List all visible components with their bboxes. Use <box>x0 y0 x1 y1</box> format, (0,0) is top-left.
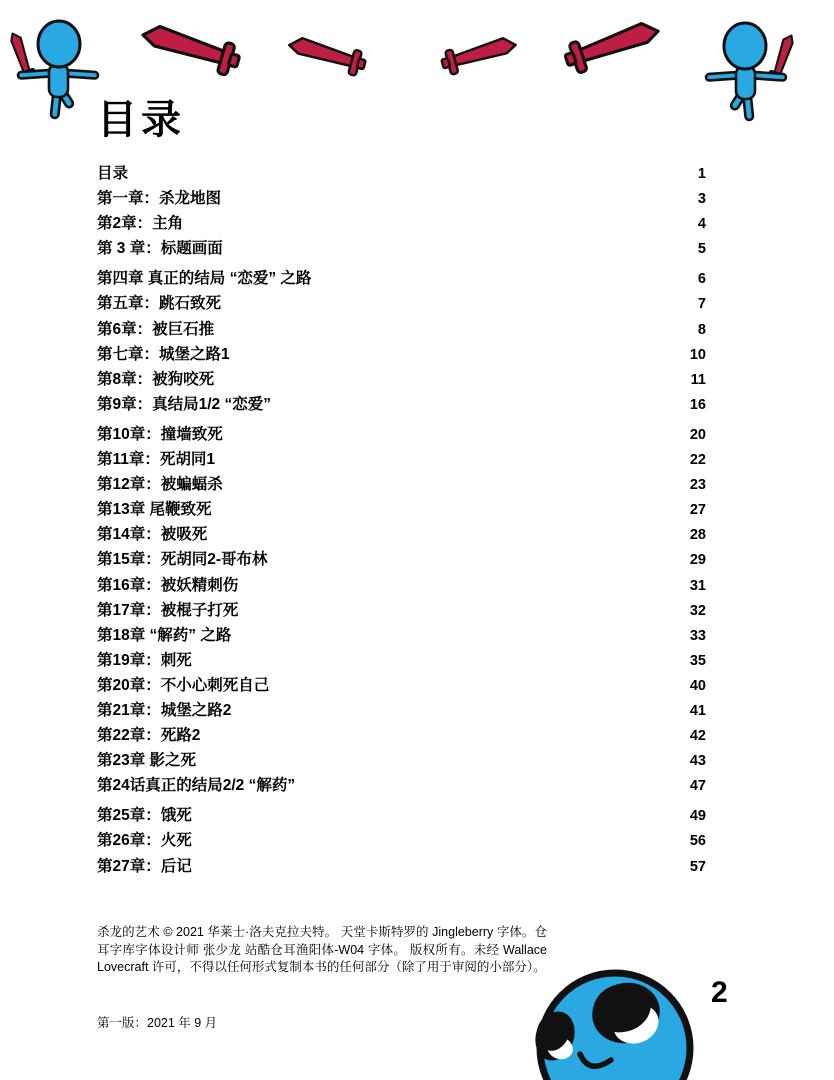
sword-icon <box>436 32 520 78</box>
toc-entry-label: 第8章：被狗咬死 <box>97 370 215 388</box>
toc-entry-page: 3 <box>697 191 706 208</box>
toc-entry <box>97 342 706 367</box>
toc-entry <box>97 854 706 879</box>
toc-entry-page: 8 <box>697 321 706 338</box>
toc-entry <box>97 211 706 236</box>
toc-entry-label: 第2章：主角 <box>97 215 184 233</box>
toc-entry-page: 57 <box>689 858 706 875</box>
toc-entry <box>97 472 706 497</box>
page-number: 2 <box>711 976 728 1009</box>
toc-entry-page: 27 <box>689 502 706 519</box>
toc-entry-page: 10 <box>689 346 706 363</box>
toc-entry-page: 32 <box>689 602 706 619</box>
stickman-sword-right-icon <box>700 22 792 124</box>
page-title: 目录 <box>97 98 185 142</box>
toc-entry-label: 第15章：死胡同2-哥布林 <box>97 551 268 569</box>
toc-entry-page: 31 <box>689 577 706 594</box>
toc-entry <box>97 623 706 648</box>
toc-entry-label: 第18章 “解药” 之路 <box>97 626 232 644</box>
stickman-sword-left-icon <box>12 20 104 122</box>
toc-entry <box>97 367 706 392</box>
toc-entry-page: 49 <box>689 808 706 825</box>
toc-entry-label: 第14章：被吸死 <box>97 526 208 544</box>
toc-entry-page: 11 <box>690 371 706 388</box>
toc-entry <box>97 186 706 211</box>
toc-entry-label: 第12章：被蝙蝠杀 <box>97 476 223 494</box>
toc-entry-label: 第七章：城堡之路1 <box>97 345 230 363</box>
toc-entry <box>97 522 706 547</box>
sword-icon <box>557 15 664 78</box>
toc-entry-label: 第25章：饿死 <box>97 807 192 825</box>
toc-entry-page: 56 <box>689 833 706 850</box>
toc-entry-page: 1 <box>697 166 706 182</box>
toc-entry <box>97 422 706 447</box>
toc-entry-page: 4 <box>697 216 706 233</box>
toc-entry-label: 第 3 章：标题画面 <box>97 240 223 258</box>
toc-entry <box>97 803 706 828</box>
toc-entry-page: 5 <box>697 241 706 258</box>
toc-entry <box>97 723 706 748</box>
toc-entry-page: 6 <box>697 271 706 288</box>
toc-entry-page: 7 <box>697 296 706 313</box>
edition-text: 第一版：2021 年 9 月 <box>97 1016 218 1030</box>
toc-entry <box>97 291 706 316</box>
toc-entry-label: 第10章：撞墙致死 <box>97 425 223 443</box>
toc-entry-page: 40 <box>689 677 706 694</box>
toc-entry-label: 第22章：死路2 <box>97 727 201 745</box>
toc-entry-label: 第四章 真正的结局 “恋爱” 之路 <box>97 270 312 288</box>
toc-entry-label: 第27章：后记 <box>97 857 192 875</box>
toc-entry <box>97 447 706 472</box>
toc-entry <box>97 392 706 417</box>
toc-entry-page: 23 <box>689 477 706 494</box>
toc-entry-page: 42 <box>689 728 706 745</box>
toc-entry <box>97 317 706 342</box>
sword-icon <box>137 18 246 79</box>
toc-entry-label: 第9章：真结局1/2 “恋爱” <box>97 395 271 413</box>
smiley-face-icon <box>533 962 700 1080</box>
toc-entry-label: 第16章：被妖精刺伤 <box>97 576 239 594</box>
toc-entry-label: 第23章 影之死 <box>97 752 197 770</box>
toc-entry-label: 第26章：火死 <box>97 832 192 850</box>
toc-entry-page: 22 <box>689 452 706 469</box>
toc-entry-page: 20 <box>689 426 706 443</box>
toc-entry-label: 第6章：被巨石推 <box>97 320 215 338</box>
toc-entry-page: 28 <box>689 527 706 544</box>
toc-entry-label: 第20章：不小心刺死自己 <box>97 676 270 694</box>
toc-list <box>97 161 706 879</box>
toc-entry-label: 第13章 尾鞭致死 <box>97 501 212 519</box>
copyright-text: 杀龙的艺术 © 2021 华莱士·洛夫克拉夫特。 天堂卡斯特罗的 Jingleberry 字体。仓耳字库字体设计师 张少龙 站酷仓耳渔阳体-W04 字体。 版权所有。未经 Wallace Lovecraft 许可，不得以任何形式复制本书的任何部分（除了用于审阅的小部分）。 <box>97 925 547 975</box>
toc-entry <box>97 547 706 572</box>
toc-entry <box>97 773 706 798</box>
toc-entry-page: 29 <box>689 552 706 569</box>
toc-entry <box>97 598 706 623</box>
toc-entry-label: 第24话真正的结局2/2 “解药” <box>97 777 296 795</box>
toc-entry-page: 33 <box>689 627 706 644</box>
toc-entry-label: 第17章：被棍子打死 <box>97 601 239 619</box>
toc-entry <box>97 236 706 261</box>
toc-entry-page: 16 <box>689 396 706 413</box>
sword-icon <box>285 32 371 79</box>
toc-entry <box>97 497 706 522</box>
toc-entry <box>97 673 706 698</box>
toc-entry-label: 第21章：城堡之路2 <box>97 701 232 719</box>
toc-entry <box>97 648 706 673</box>
toc-entry-label: 第19章：刺死 <box>97 651 192 669</box>
toc-entry <box>97 748 706 773</box>
toc-entry <box>97 828 706 853</box>
toc-entry <box>97 573 706 598</box>
toc-entry <box>97 266 706 291</box>
toc-entry-page: 47 <box>689 778 706 795</box>
toc-entry-label: 第五章：跳石致死 <box>97 295 222 313</box>
toc-entry-label: 第一章：杀龙地图 <box>97 190 222 208</box>
toc-entry <box>97 698 706 723</box>
toc-entry <box>97 161 706 186</box>
toc-entry-page: 35 <box>689 652 706 669</box>
toc-entry-label: 第11章：死胡同1 <box>97 451 216 469</box>
toc-entry-label: 目录 <box>97 165 129 182</box>
toc-entry-page: 43 <box>689 753 706 770</box>
toc-entry-page: 41 <box>689 702 706 719</box>
